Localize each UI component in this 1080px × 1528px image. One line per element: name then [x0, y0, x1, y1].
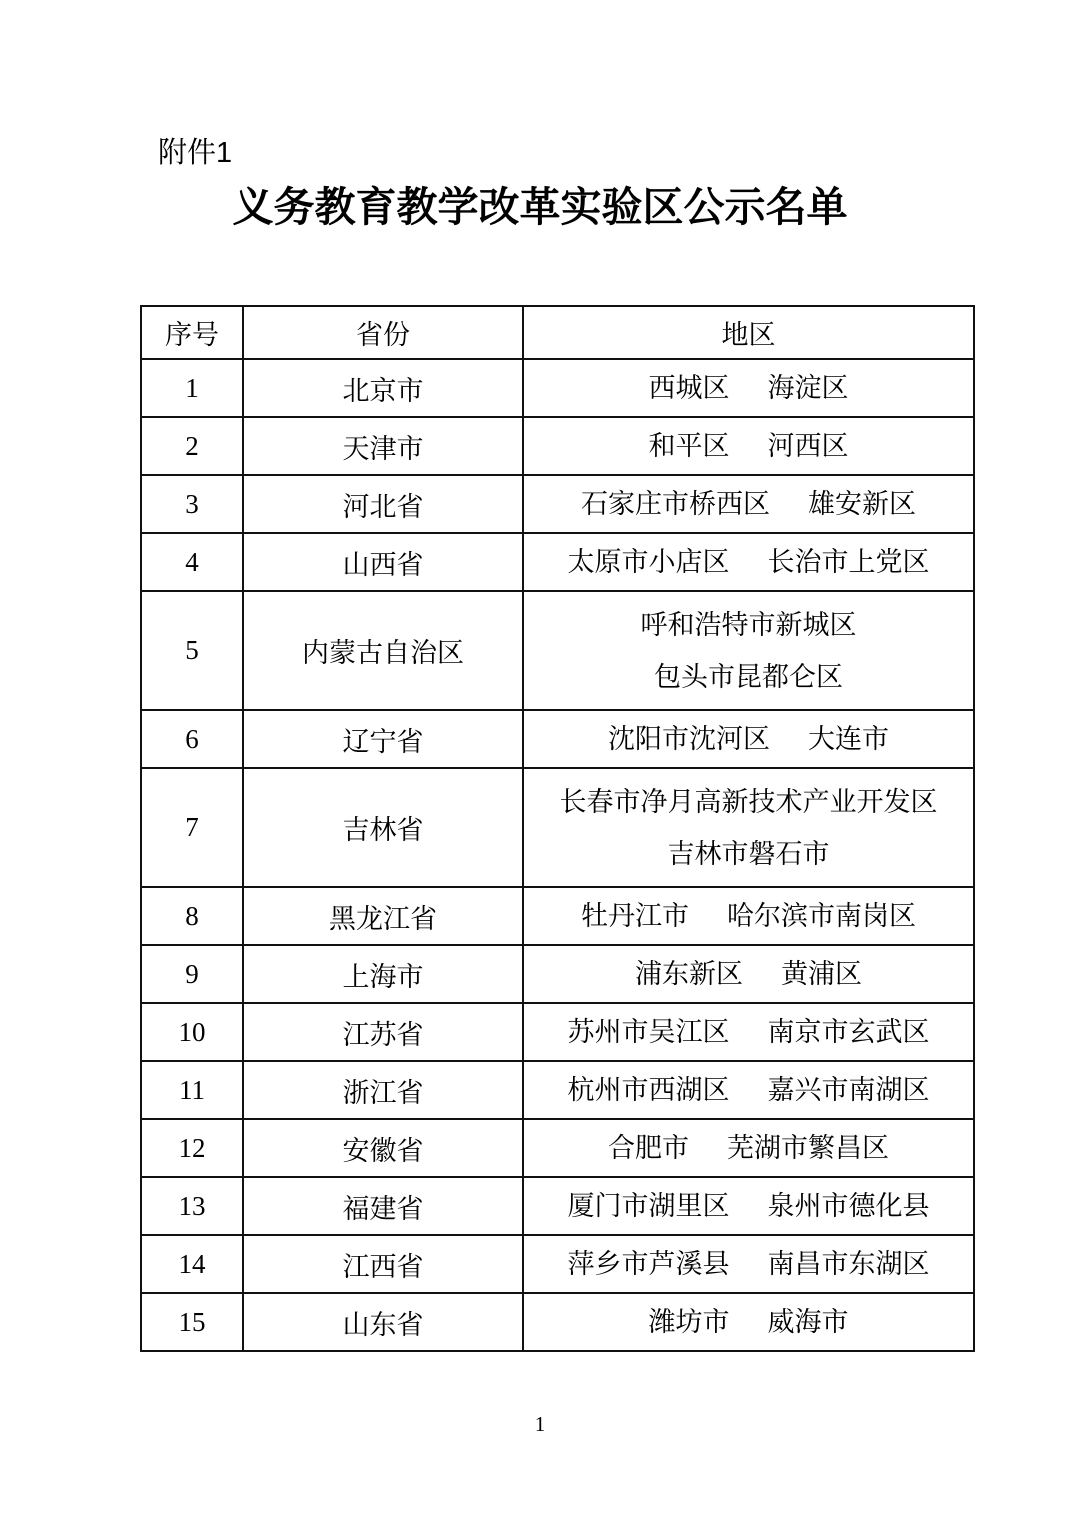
province-cell: 安徽省: [243, 1119, 523, 1177]
region-cell: [523, 710, 974, 768]
row-index-cell: 11: [141, 1061, 243, 1119]
region-line: [524, 651, 973, 703]
attachment-label: 附件1: [158, 137, 233, 169]
region-name: 苏州市吴江区: [567, 1017, 730, 1047]
region-name: 吉林市磐石市: [667, 838, 830, 869]
region-line: [524, 721, 973, 757]
region-name: 长治市上党区: [767, 547, 930, 577]
table-row: [141, 475, 974, 533]
province-cell: 天津市: [243, 417, 523, 475]
region-name: 雄安新区: [808, 489, 916, 519]
region-name: 哈尔滨市南岗区: [727, 901, 916, 931]
region-line: [524, 776, 973, 828]
row-index-cell: 1: [141, 359, 243, 417]
province-cell: 上海市: [243, 945, 523, 1003]
row-index-cell: 10: [141, 1003, 243, 1061]
region-name: 潍坊市: [648, 1307, 730, 1337]
province-cell: 北京市: [243, 359, 523, 417]
page-number: 1: [534, 1412, 546, 1436]
table-row: [141, 1061, 974, 1119]
region-line: [524, 1188, 973, 1224]
region-name: 长春市净月高新技术产业开发区: [559, 786, 938, 817]
region-line: [524, 898, 973, 934]
region-name: 厦门市湖里区: [567, 1191, 730, 1221]
region-cell: [523, 1293, 974, 1351]
region-cell: [523, 887, 974, 945]
region-name: 泉州市德化县: [767, 1191, 930, 1221]
region-cell: [523, 1177, 974, 1235]
row-index-cell: 7: [141, 768, 243, 887]
table-row: [141, 417, 974, 475]
province-cell: 江苏省: [243, 1003, 523, 1061]
region-name: 芜湖市繁昌区: [727, 1133, 889, 1163]
table-row: [141, 1177, 974, 1235]
region-name: 南昌市东湖区: [767, 1249, 930, 1279]
table-header-row: [141, 306, 974, 359]
row-index-cell: 2: [141, 417, 243, 475]
table-row: [141, 533, 974, 591]
column-header-province: 省份: [243, 306, 523, 359]
region-line: [524, 1072, 973, 1108]
region-cell: [523, 945, 974, 1003]
region-name: 西城区: [648, 373, 730, 403]
row-index-cell: 6: [141, 710, 243, 768]
region-cell: [523, 417, 974, 475]
region-cell: [523, 1119, 974, 1177]
table-row: [141, 1235, 974, 1293]
region-name: 杭州市西湖区: [567, 1075, 730, 1105]
table-row: [141, 591, 974, 710]
region-name: 浦东新区: [635, 959, 743, 989]
province-cell: 山西省: [243, 533, 523, 591]
table-row: [141, 710, 974, 768]
row-index-cell: 14: [141, 1235, 243, 1293]
region-name: 包头市昆都仑区: [654, 661, 843, 692]
table-row: [141, 359, 974, 417]
region-name: 海淀区: [767, 373, 849, 403]
province-cell: 黑龙江省: [243, 887, 523, 945]
column-header-index: 序号: [141, 306, 243, 359]
region-name: 萍乡市芦溪县: [567, 1249, 730, 1279]
province-cell: 吉林省: [243, 768, 523, 887]
experimental-zones-table: [140, 305, 975, 1352]
region-name: 嘉兴市南湖区: [767, 1075, 930, 1105]
column-header-region: 地区: [523, 306, 974, 359]
region-name: 合肥市: [608, 1133, 689, 1163]
page-title: 义务教育教学改革实验区公示名单: [232, 184, 848, 230]
row-index-cell: 4: [141, 533, 243, 591]
region-line: [524, 1304, 973, 1340]
region-line: [524, 1246, 973, 1282]
province-cell: 山东省: [243, 1293, 523, 1351]
region-line: [524, 1014, 973, 1050]
row-index-cell: 8: [141, 887, 243, 945]
table-row: [141, 768, 974, 887]
region-name: 河西区: [767, 431, 849, 461]
table-row: [141, 1003, 974, 1061]
region-name: 石家庄市桥西区: [581, 489, 770, 519]
region-name: 黄浦区: [781, 959, 862, 989]
row-index-cell: 9: [141, 945, 243, 1003]
table-row: [141, 945, 974, 1003]
province-cell: 河北省: [243, 475, 523, 533]
row-index-cell: 15: [141, 1293, 243, 1351]
region-name: 呼和浩特市新城区: [640, 609, 857, 640]
province-cell: 浙江省: [243, 1061, 523, 1119]
region-line: [524, 370, 973, 406]
region-cell: [523, 533, 974, 591]
region-line: [524, 1130, 973, 1166]
region-cell: [523, 1235, 974, 1293]
region-name: 南京市玄武区: [767, 1017, 930, 1047]
province-cell: 江西省: [243, 1235, 523, 1293]
region-line: [524, 956, 973, 992]
table-row: [141, 1293, 974, 1351]
table-row: [141, 887, 974, 945]
region-cell: [523, 768, 974, 887]
row-index-cell: 13: [141, 1177, 243, 1235]
province-cell: 福建省: [243, 1177, 523, 1235]
table-row: [141, 1119, 974, 1177]
region-line: [524, 486, 973, 522]
region-name: 太原市小店区: [567, 547, 730, 577]
region-cell: [523, 475, 974, 533]
region-cell: [523, 1003, 974, 1061]
region-name: 大连市: [808, 724, 889, 754]
region-name: 和平区: [648, 431, 730, 461]
province-cell: 内蒙古自治区: [243, 591, 523, 710]
region-name: 威海市: [767, 1307, 849, 1337]
region-line: [524, 544, 973, 580]
region-cell: [523, 359, 974, 417]
row-index-cell: 12: [141, 1119, 243, 1177]
region-line: [524, 828, 973, 880]
region-line: [524, 428, 973, 464]
row-index-cell: 5: [141, 591, 243, 710]
region-name: 沈阳市沈河区: [608, 724, 770, 754]
region-name: 牡丹江市: [581, 901, 689, 931]
row-index-cell: 3: [141, 475, 243, 533]
province-cell: 辽宁省: [243, 710, 523, 768]
region-line: [524, 599, 973, 651]
region-cell: [523, 591, 974, 710]
region-cell: [523, 1061, 974, 1119]
